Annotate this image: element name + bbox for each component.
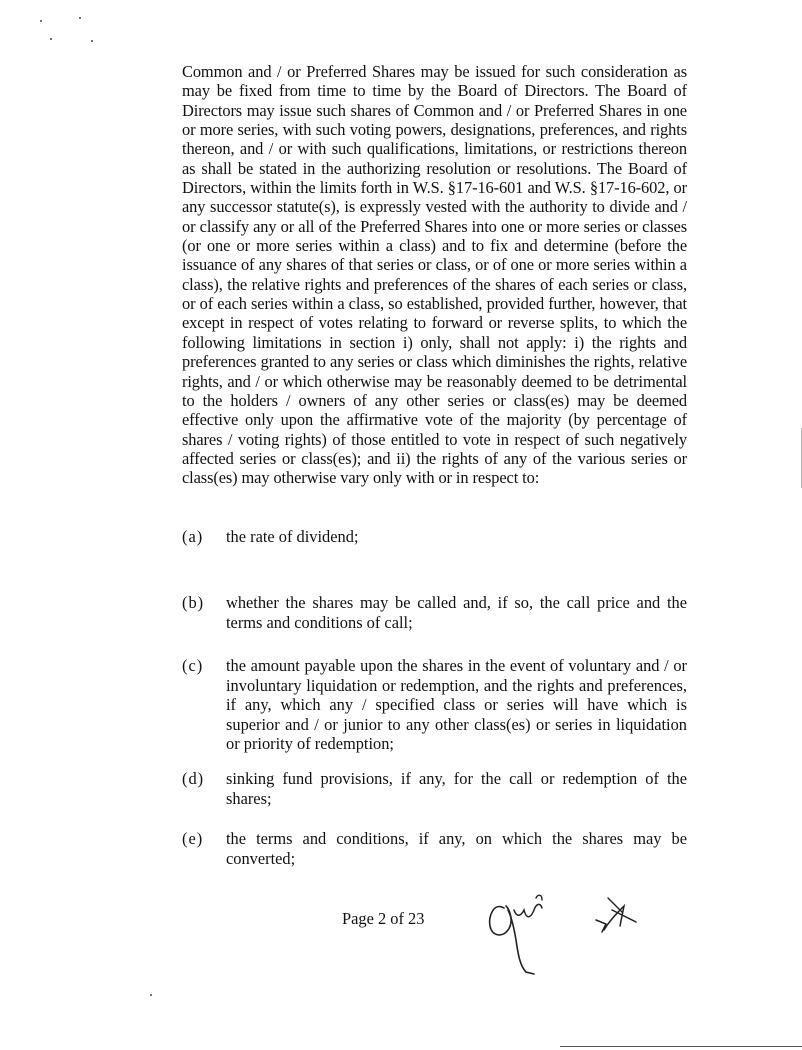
list-item-text: sinking fund provisions, if any, for the call or redemption of the shares; [226,769,687,808]
scan-edge-line [560,1046,802,1047]
scan-speck [79,17,81,19]
list-item-text: the amount payable upon the shares in the event of voluntary and / or involuntary liquidation or redemption, and the rights and preferences, if any, which any / specified class or series will have which is superior and / or junior to any other class(es) or series in liquidation or priority of redemption; [226,656,687,754]
list-item-marker: (a) [182,527,204,546]
scan-speck [40,20,42,22]
page-number: Page 2 of 23 [342,909,425,928]
scan-speck [91,40,93,42]
scan-speck [150,994,152,996]
signature-initials-icon [480,880,650,980]
list-item-text: the terms and conditions, if any, on which the shares may be converted; [226,829,687,868]
list-item-marker: (d) [182,769,205,788]
body-paragraph: Common and / or Preferred Shares may be issued for such consideration as may be fixed from time to time by the Board of Directors. The Board of Directors may issue such shares of Common and / or Preferred Shares in one or more series, with such voting powers, designations, preferences, and rights thereon, and / or with such qualifications, limitations, or restrictions thereon as shall be stated in the authorizing resolution or resolutions. The Board of Directors, within the limits forth in W.S. §17-16-601 and W.S. §17-16-602, or any successor statute(s), is expressly vested with the authority to divide and / or classify any or all of the Preferred Shares into one or more series or classes (or one or more series within a class) and to fix and determine (before the issuance of any shares of that series or class, or of one or more series within a class), the relative rights and preferences of the shares of each series or class, or of each series within a class, so established, provided further, however, that except in respect of votes relating to forward or reverse splits, to which the following limitations in section i) only, shall not apply: i) the rights and preferences granted to any series or class which diminishes the rights, relative rights, and / or which otherwise may be reasonably deemed to be detrimental to the holders / owners of any other series or class(es) may be deemed effective only upon the affirmative vote of the majority (by percentage of shares / voting rights) of those entitled to vote in respect of such negatively affected series or class(es); and ii) the rights of any of the various series or class(es) may otherwise vary only with or in respect to: [182,62,687,488]
list-item-marker: (e) [182,829,204,848]
list-item-marker: (b) [182,593,205,612]
scan-speck [50,38,52,40]
list-item-text: whether the shares may be called and, if so, the call price and the terms and conditions of call; [226,593,687,632]
list-item-marker: (c) [182,656,204,675]
list-item-text: the rate of dividend; [226,527,359,546]
